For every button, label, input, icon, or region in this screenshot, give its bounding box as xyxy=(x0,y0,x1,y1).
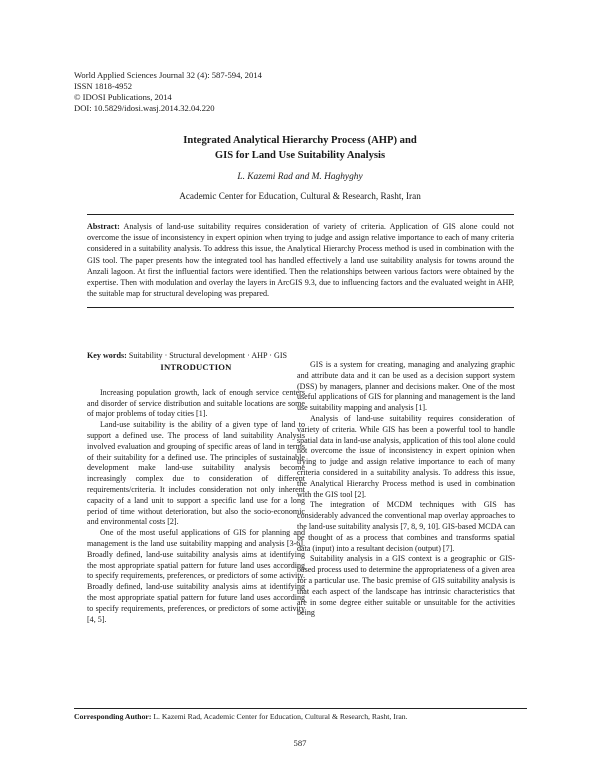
paragraph: Suitability analysis in a GIS context is a geographic or GIS-based process used to determine the appropriateness of a given area for a particular use. The basic premise of GIS suitability analysis is that each aspect of the landscape has intrinsic characteristics that are in some degree either suitable or unsuitable for the activities being xyxy=(297,554,515,618)
journal-citation: World Applied Sciences Journal 32 (4): 587-594, 2014 xyxy=(74,70,262,80)
keywords-text: Suitability · Structural development · AHP · GIS xyxy=(128,351,288,360)
abstract-label: Abstract: xyxy=(87,222,120,231)
footnote-divider xyxy=(74,708,527,709)
paragraph: The integration of MCDM techniques with GIS has considerably advanced the conventional map overlay approaches to the land-use suitability analysis [7, 8, 9, 10]. GIS-based MCDA can be thought of as a process that combines and transforms spatial data (input) into a resultant decision (output) [7]. xyxy=(297,500,515,553)
right-column xyxy=(297,360,515,619)
footnote-text: L. Kazemi Rad, Academic Center for Education, Cultural & Research, Rasht, Iran. xyxy=(153,712,408,721)
abstract-text: Analysis of land-use suitability requires consideration of variety of criteria. Application of GIS alone could not overcome the issue of inconsistency in expert opinion when trying to judge and assign relative importance to each of many criteria considered in a suitability analysis. To address this issue, the Analytical Hierarchy Process method is used in combination with the GIS tool. The paper presents how the integrated tool has handled effectively a land use suitability analysis for towns around the Anzali lagoon. At first the influential factors were identified. Then the relationships between various factors were obtained by the expertise. Then with modulation and overlay the layers in ArcGIS 9.3, due to influencing factors and the evaluated weight in AHP, the suitable map for structural developing was prepared. xyxy=(87,222,514,299)
paragraph: Analysis of land-use suitability requires consideration of variety of criteria. While GIS has been a powerful tool to handle spatial data in land-use analysis, application of this tool alone could not overcome the issue of inconsistency in expert opinion when trying to judge and assign relative importance to each of many criteria considered in a suitability analysis. To address this issue, the Analytical Hierarchy Process method is used in combination with the GIS tool [2]. xyxy=(297,413,515,499)
journal-header xyxy=(74,70,262,114)
doi: DOI: 10.5829/idosi.wasj.2014.32.04.220 xyxy=(74,103,215,113)
title-line-1: Integrated Analytical Hierarchy Process (AHP) and xyxy=(183,135,417,146)
page-number: 587 xyxy=(293,738,307,748)
affiliation: Academic Center for Education, Cultural & Research, Rasht, Iran xyxy=(179,191,421,201)
issn: ISSN 1818-4952 xyxy=(74,81,133,91)
copyright: © IDOSI Publications, 2014 xyxy=(74,92,172,102)
section-heading-introduction: INTRODUCTION xyxy=(160,362,232,372)
paragraph: One of the most useful applications of GIS for planning and management is the land use suitability mapping and analysis [3-6]. Broadly defined, land-use suitability analysis aims at identifying the most appropriate spatial pattern for future land uses according to specify requirements, preferences, or predictors of some activity. Broadly defined, land-use suitability analysis aims at identifying the most appropriate spatial pattern for future land uses according to specify requirements, preferences, or predictors of some activity [4, 5]. xyxy=(87,528,305,624)
keywords-label: Key words: xyxy=(87,351,127,360)
footnote-label: Corresponding Author: xyxy=(74,712,152,721)
title-line-2: GIS for Land Use Suitability Analysis xyxy=(214,150,386,161)
abstract-box xyxy=(87,214,514,308)
paragraph: Land-use suitability is the ability of a given type of land to support a defined use. The process of land suitability Analysis involved evaluation and grouping of specific areas of land in terms of their suitability for a defined use. The principles of sustainable development make land-use suitability analysis become increasingly complex due to consideration of different requirements/criteria. It includes consideration not only inherent capacity of a land unit to support a specific land use for a long period of time without deterioration, but also the socio-economic and environmental costs [2]. xyxy=(87,420,305,527)
authors: L. Kazemi Rad and M. Haghyghy xyxy=(237,172,363,182)
corresponding-author-footnote xyxy=(74,712,408,721)
left-column xyxy=(87,360,305,625)
paragraph: GIS is a system for creating, managing and analyzing graphic and attribute data and it can be used as a decision support system (DSS) by managers, planner and decisions maker. One of the most useful applications of GIS for planning and management is the land use suitability mapping and analysis [1]. xyxy=(297,360,515,413)
paper-title xyxy=(0,133,600,163)
paragraph: Increasing population growth, lack of enough service centers and disorder of service distribution and suitable locations are some of major problems of today cities [1]. xyxy=(87,387,305,419)
